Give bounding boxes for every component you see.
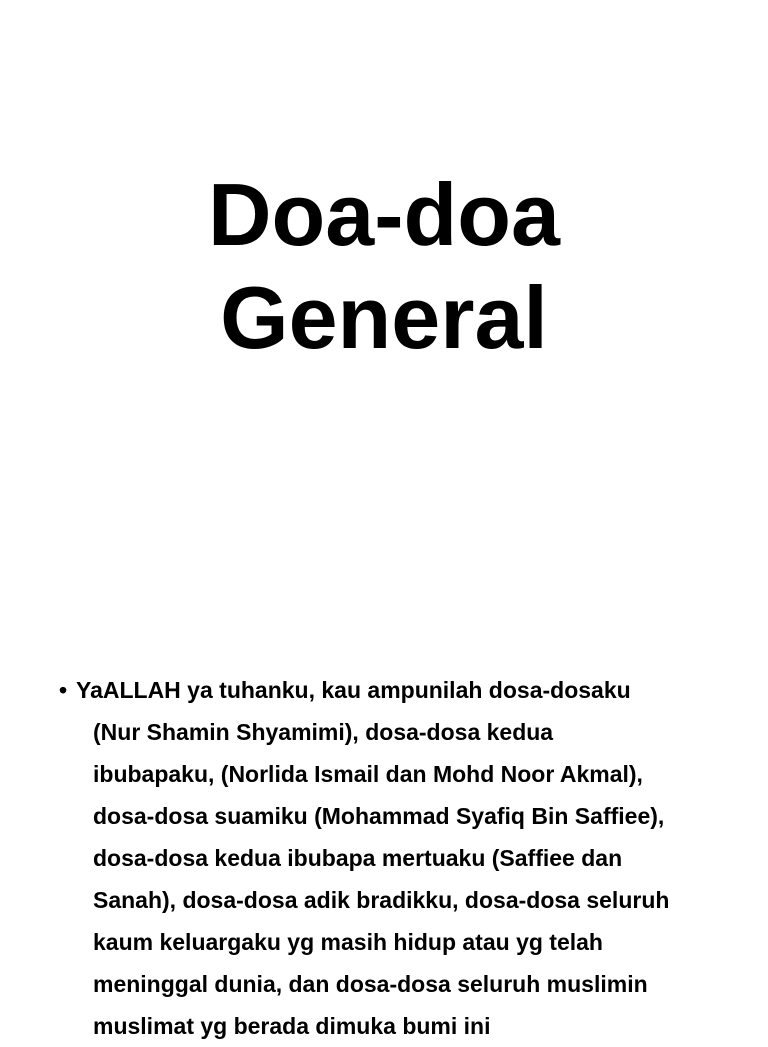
bullet-list [59,669,739,1047]
prayer-line-7: kaum keluargaku yg masih hidup atau yg telah [93,929,603,955]
prayer-line-9: muslimat yg berada dimuka bumi ini [93,1013,491,1039]
prayer-line-8: meninggal dunia, dan dosa-dosa seluruh muslimin [93,971,648,997]
prayer-line-5: dosa-dosa kedua ibubapa mertuaku (Saffiee dan [93,845,623,871]
prayer-line-2: (Nur Shamin Shyamimi), dosa-dosa kedua [93,719,554,745]
prayer-line-3: ibubapaku, (Norlida Ismail dan Mohd Noor Akmal), [93,761,643,787]
list-item [59,669,739,1047]
bullet-icon: • [59,677,68,703]
page-title [0,163,768,369]
prayer-line-4: dosa-dosa suamiku (Mohammad Syafiq Bin Saffiee), [93,803,665,829]
prayer-line-6: Sanah), dosa-dosa adik bradikku, dosa-dosa seluruh [93,887,670,913]
prayer-line-1: YaALLAH ya tuhanku, kau ampunilah dosa-dosaku [76,677,631,703]
title-line-2: General [220,268,548,367]
title-line-1: Doa-doa [208,165,560,264]
